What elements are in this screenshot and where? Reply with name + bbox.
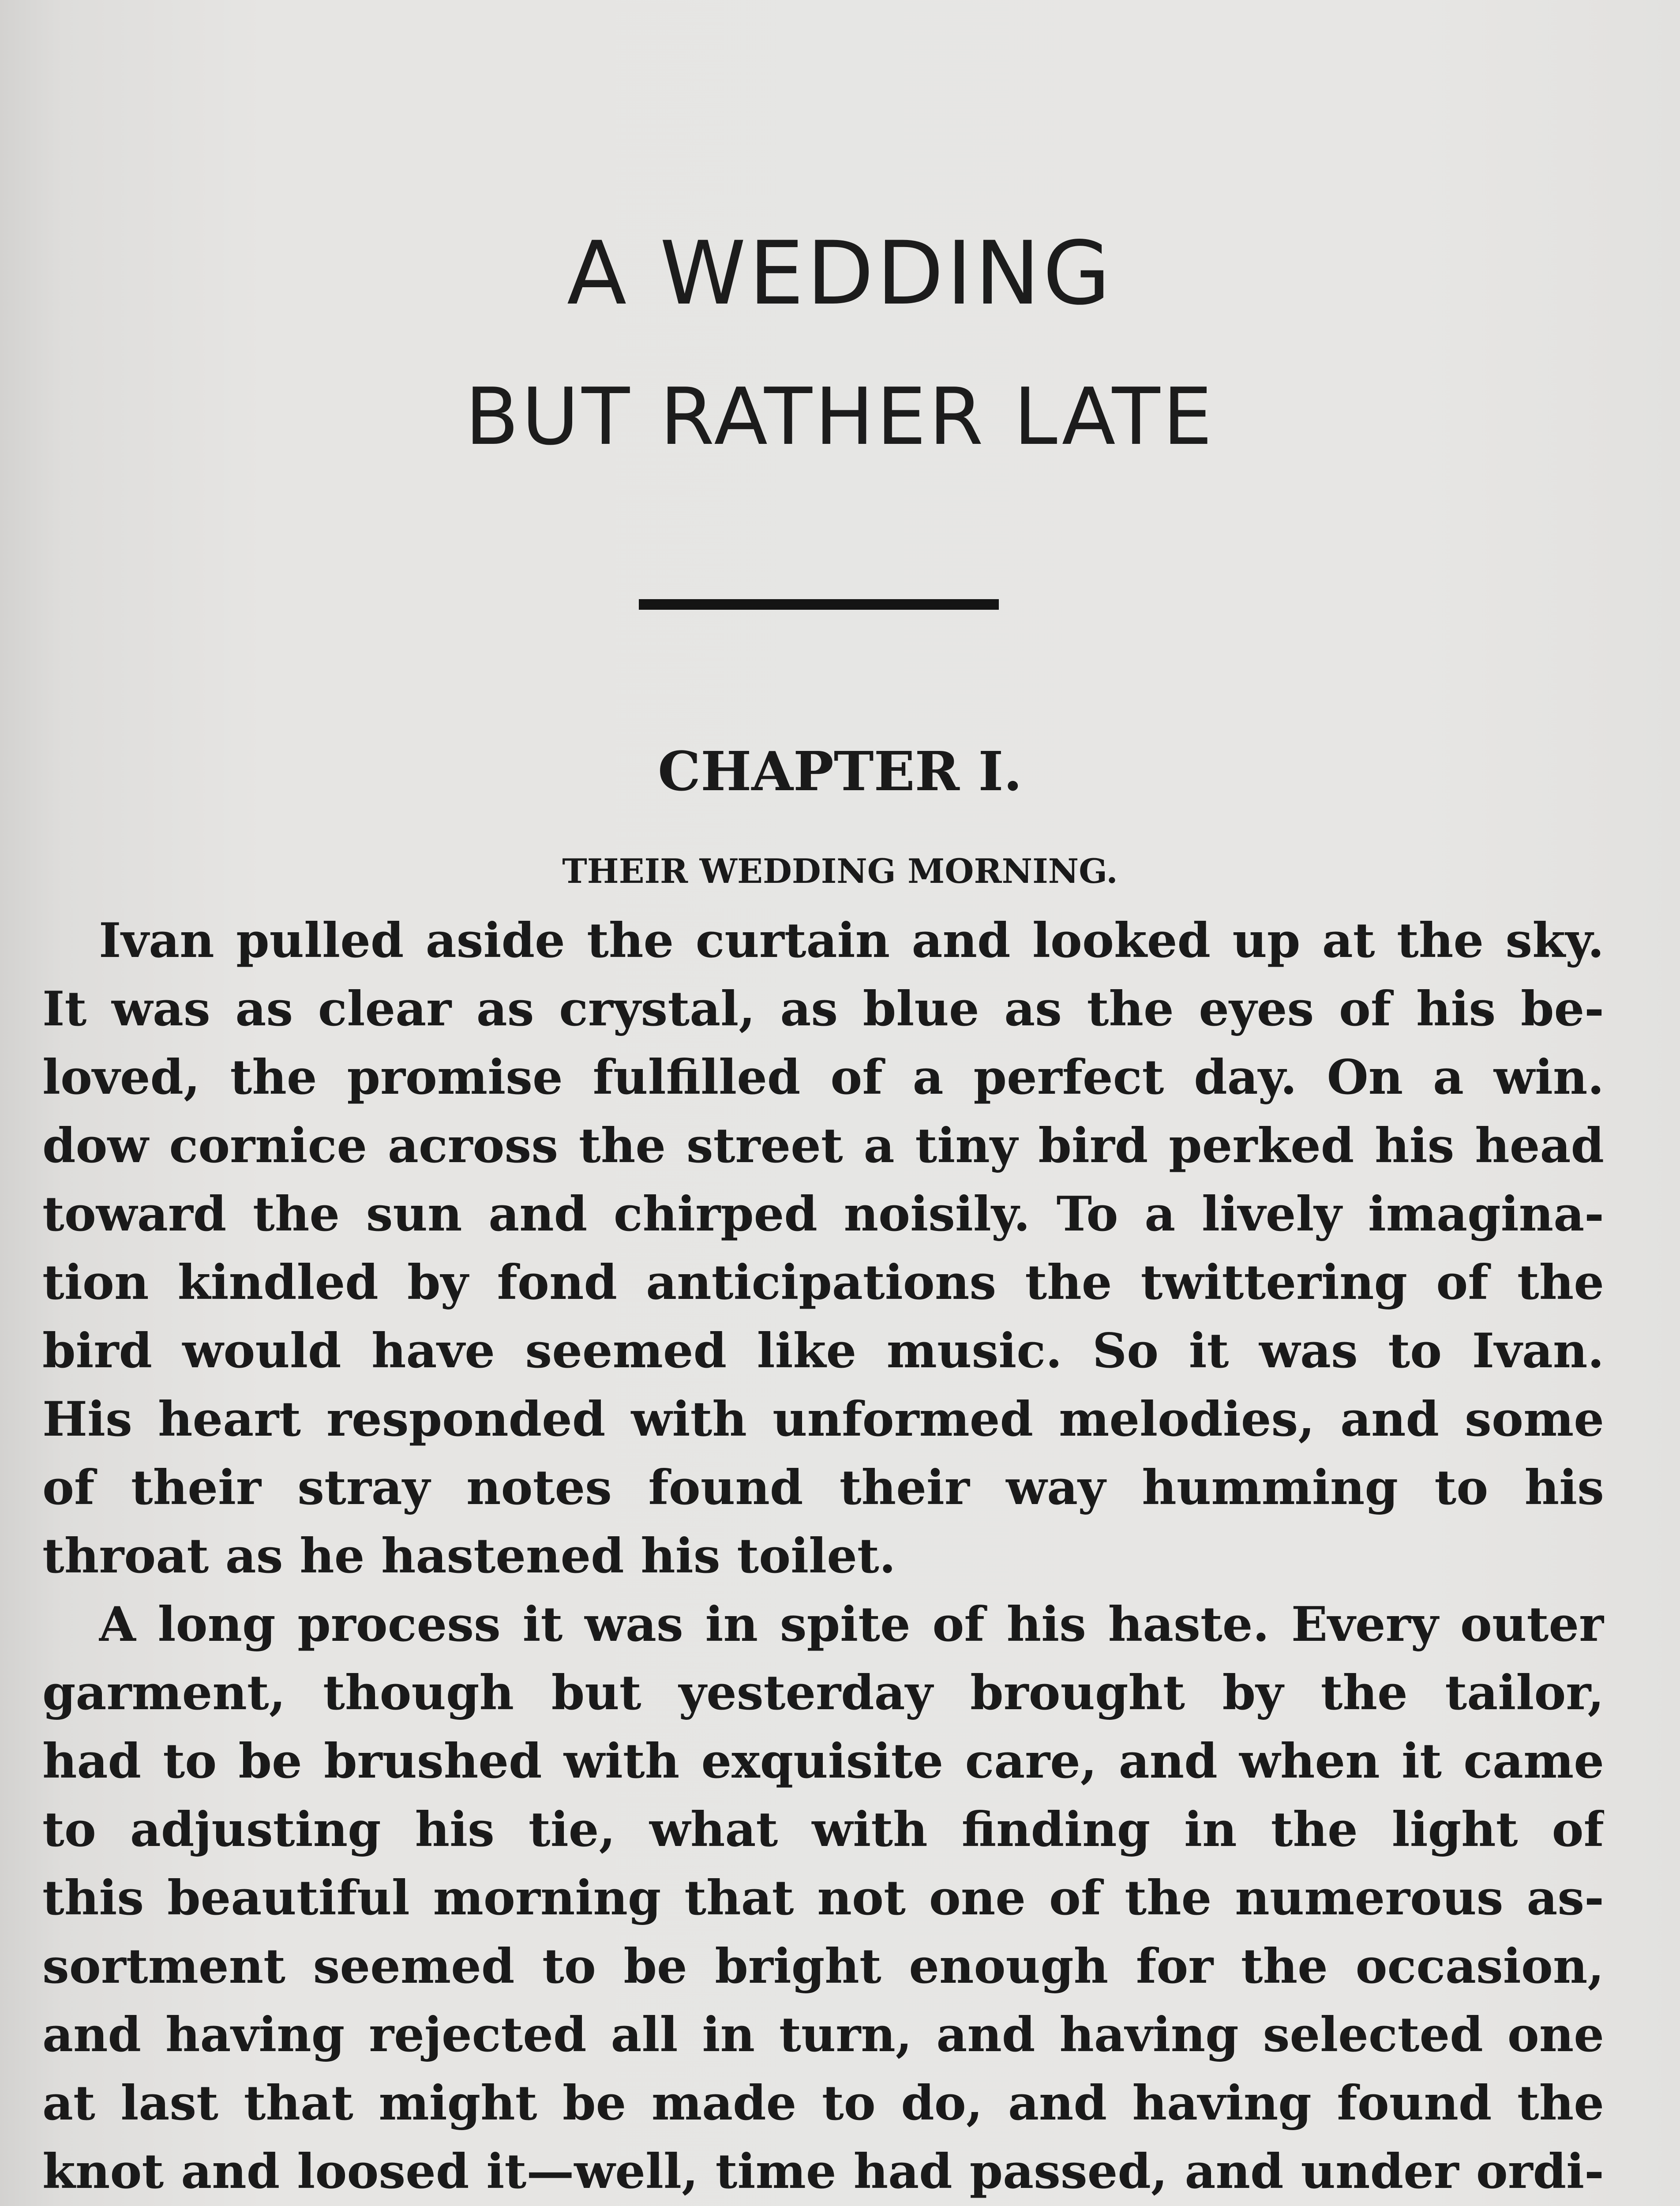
text-line: Ivan pulled aside the curtain and looked up at the sky. bbox=[99, 913, 1604, 968]
text-line: this beautiful morning that not one of the numerous as- bbox=[42, 1870, 1604, 1926]
text-line: tion kindled by fond anticipations the twittering of the bbox=[42, 1255, 1604, 1310]
text-line: dow cornice across the street a tiny bird perked his head bbox=[42, 1118, 1604, 1174]
text-line: throat as he hastened his toilet. bbox=[42, 1528, 896, 1584]
text-line: sortment seemed to be bright enough for the occasion, bbox=[42, 1939, 1604, 1994]
text-line: and having rejected all in turn, and having selected one bbox=[42, 2007, 1604, 2063]
text-line: of their stray notes found their way humming to his bbox=[42, 1460, 1604, 1516]
title-divider-rule bbox=[639, 599, 999, 610]
text-line: His heart responded with unformed melodies, and some bbox=[42, 1392, 1604, 1447]
text-line: had to be brushed with exquisite care, and when it came bbox=[42, 1733, 1604, 1789]
paragraph-1 bbox=[42, 907, 1604, 1591]
text-line: bird would have seemed like music. So it was to Ivan. bbox=[42, 1323, 1604, 1379]
text-line: at last that might be made to do, and having found the bbox=[42, 2075, 1604, 2131]
text-line: toward the sun and chirped noisily. To a lively imagina- bbox=[42, 1186, 1604, 1242]
chapter-heading: CHAPTER I. bbox=[658, 739, 1022, 803]
paragraph-2 bbox=[42, 1591, 1604, 2206]
chapter-title: THEIR WEDDING MORNING. bbox=[562, 852, 1118, 891]
text-line: A long process it was in spite of his haste. Every outer bbox=[99, 1597, 1604, 1652]
text-line: It was as clear as crystal, as blue as the eyes of his be- bbox=[42, 981, 1604, 1037]
text-line: garment, though but yesterday brought by the tailor, bbox=[42, 1665, 1604, 1721]
text-line: to adjusting his tie, what with finding in the light of bbox=[42, 1802, 1604, 1857]
text-line: loved, the promise fulfilled of a perfect day. On a win. bbox=[42, 1050, 1604, 1105]
book-subtitle: BUT RATHER LATE bbox=[465, 371, 1215, 462]
book-title: A WEDDING bbox=[566, 222, 1114, 324]
text-line: knot and loosed it—well, time had passed, and under ordi- bbox=[42, 2144, 1604, 2199]
